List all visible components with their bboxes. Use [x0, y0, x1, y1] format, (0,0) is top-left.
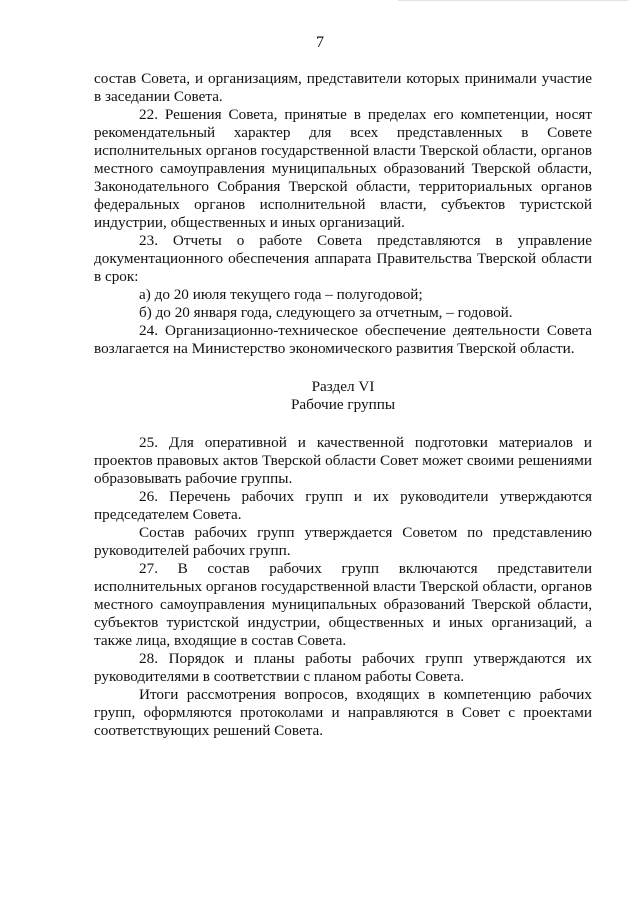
paragraph-26: 26. Перечень рабочих групп и их руководители утверждаются председателем Совета.	[94, 488, 592, 523]
paragraph-27: 27. В состав рабочих групп включаются представители исполнительных органов государственной власти Тверской области, органов местного самоуправления муниципальных образований Тверской области, субъектов туристской индустрии, общественных и иных организаций, а также лица, входящие в состав Совета.	[94, 560, 592, 649]
section-number: Раздел VI	[311, 378, 375, 395]
paragraph-23: 23. Отчеты о работе Совета представляются в управление документационного обеспечения аппарата Правительства Тверской области в срок:	[94, 232, 592, 285]
scan-artifact-line	[398, 0, 628, 7]
section-title: Рабочие группы	[290, 396, 396, 413]
paragraph-22: 22. Решения Совета, принятые в пределах его компетенции, носят рекомендательный характер для всех представленных в Совете исполнительных органов государственной власти Тверской области, органов местного самоуправления муниципальных образований Тверской области, Законодательного Собрания Тверской области, территориальных органов федеральных органов исполнительной власти, субъектов туристской индустрии, общественных и иных организаций.	[94, 106, 592, 231]
paragraph-26-composition: Состав рабочих групп утверждается Советом по представлению руководителей рабочих групп.	[94, 524, 592, 559]
page-number: 7	[316, 34, 324, 51]
spacer	[94, 358, 592, 378]
paragraph: состав Совета, и организациям, представители которых принимали участие в заседании Совета.	[94, 70, 592, 105]
paragraph-28: 28. Порядок и планы работы рабочих групп утверждаются их руководителями в соответствии с планом работы Совета.	[94, 650, 592, 685]
paragraph-25: 25. Для оперативной и качественной подготовки материалов и проектов правовых актов Тверской области Совет может своими решениями образовывать рабочие группы.	[94, 434, 592, 487]
list-item-a: а) до 20 июля текущего года – полугодовой;	[139, 286, 423, 303]
paragraph-28-results: Итоги рассмотрения вопросов, входящих в компетенцию рабочих групп, оформляются протоколами и направляются в Совет с проектами соответствующих решений Совета.	[94, 686, 592, 739]
list-item-b: б) до 20 января года, следующего за отчетным, – годовой.	[139, 304, 513, 321]
paragraph-24: 24. Организационно-техническое обеспечение деятельности Совета возлагается на Министерство экономического развития Тверской области.	[94, 322, 592, 357]
spacer	[94, 414, 592, 434]
document-body	[94, 70, 592, 740]
